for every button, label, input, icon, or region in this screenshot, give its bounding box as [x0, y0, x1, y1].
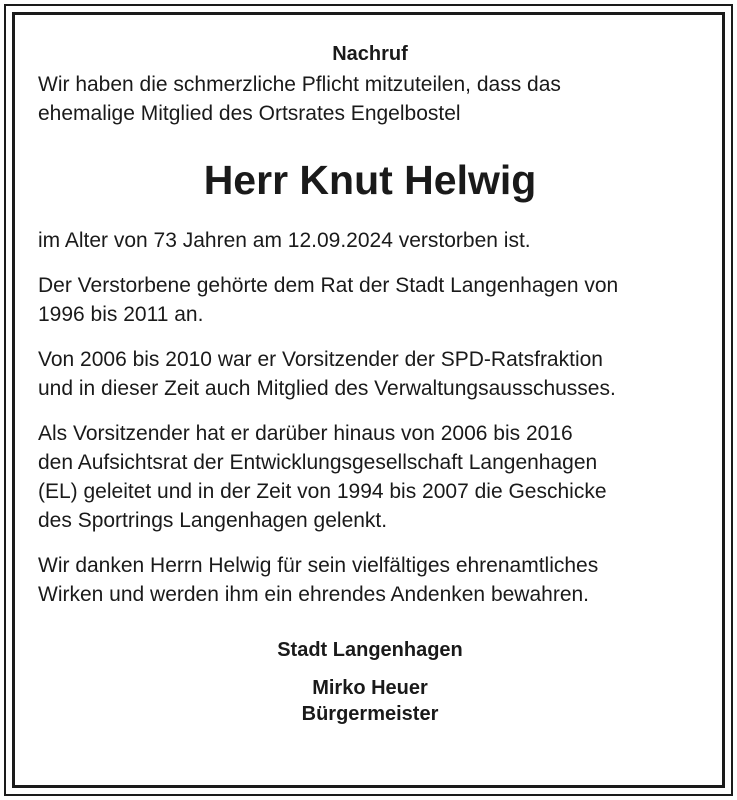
paragraph-line: Wirken und werden ihm ein ehrendes Andenken bewahren.: [38, 583, 590, 606]
paragraph-line: Wir danken Herrn Helwig für sein vielfältiges ehrenamtliches: [38, 554, 599, 577]
deceased-name: Herr Knut Helwig: [203, 157, 537, 203]
paragraph-line: Als Vorsitzender hat er darüber hinaus von 2006 bis 2016: [38, 422, 573, 445]
thanks-paragraph: [38, 551, 702, 609]
paragraph-line: Der Verstorbene gehörte dem Rat der Stadt Langenhagen von: [38, 274, 619, 297]
intro-paragraph: [38, 70, 702, 128]
paragraph-line: des Sportrings Langenhagen gelenkt.: [38, 509, 388, 532]
paragraph-line: 1996 bis 2011 an.: [38, 303, 204, 326]
faction-paragraph: [38, 345, 702, 403]
notice-heading: Nachruf: [332, 43, 408, 65]
intro-line: Wir haben die schmerzliche Pflicht mitzuteilen, dass das: [38, 73, 561, 96]
paragraph-line: den Aufsichtsrat der Entwicklungsgesellschaft Langenhagen: [38, 451, 598, 474]
supervisory-paragraph: [38, 419, 702, 535]
paragraph-line: und in dieser Zeit auch Mitglied des Verwaltungsausschusses.: [38, 377, 616, 400]
signature-person: Mirko Heuer: [312, 677, 428, 699]
signature-title: Bürgermeister: [301, 703, 439, 725]
paragraph-line: Von 2006 bis 2010 war er Vorsitzender der SPD-Ratsfraktion: [38, 348, 603, 371]
obituary-notice: [38, 40, 702, 727]
signature-block: [38, 675, 702, 727]
paragraph-line: (EL) geleitet und in der Zeit von 1994 bis 2007 die Geschicke: [38, 480, 607, 503]
signature-organization: Stadt Langenhagen: [277, 639, 463, 661]
council-paragraph: [38, 271, 702, 329]
intro-line: ehemalige Mitglied des Ortsrates Engelbostel: [38, 102, 461, 125]
death-line: im Alter von 73 Jahren am 12.09.2024 verstorben ist.: [38, 229, 531, 252]
